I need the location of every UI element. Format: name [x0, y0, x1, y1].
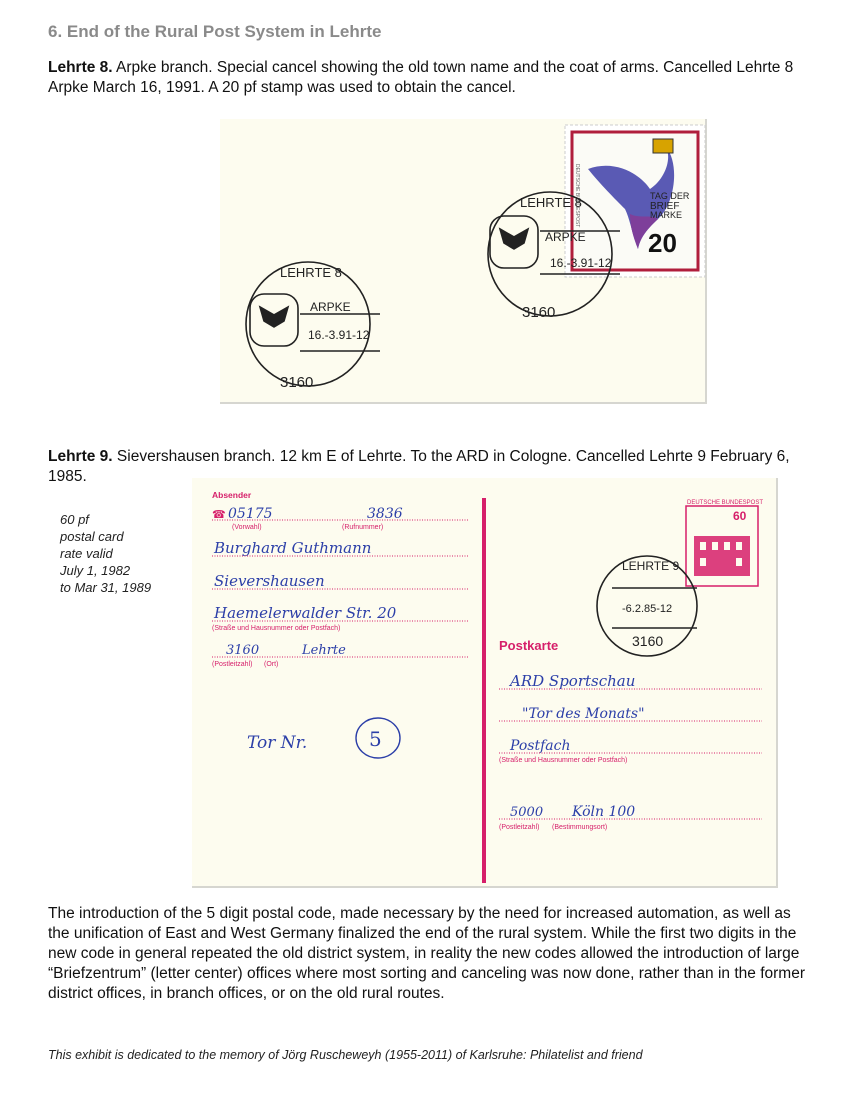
- postkarte-label: Postkarte: [499, 638, 559, 653]
- recipient-city: Köln 100: [572, 804, 636, 820]
- sender-town: Sievershausen: [214, 572, 325, 590]
- section2-lead: Lehrte 9.: [48, 448, 113, 465]
- plz-label: (Postleitzahl): [212, 661, 253, 668]
- cancel-on-cover: [246, 262, 380, 386]
- stamp-tag-der-briefmarke: [565, 125, 705, 277]
- side-note-line: to Mar 31, 1989: [60, 580, 152, 595]
- stamp-text-1: TAG DER: [650, 191, 690, 201]
- recipient-plz: 5000: [510, 805, 544, 820]
- card-cancel-date: -6.2.85-12: [622, 603, 673, 615]
- page-title: 6. End of the Rural Post System in Lehrte: [48, 22, 382, 41]
- recipient-city-label: (Bestimmungsort): [552, 824, 608, 831]
- recipient-plz-label: (Postleitzahl): [499, 824, 540, 831]
- side-note-line: July 1, 1982: [60, 563, 131, 578]
- ort-label: (Ort): [264, 661, 279, 668]
- sender-vorwahl: 05175: [228, 506, 273, 522]
- card-divider: [482, 498, 486, 883]
- cancel2-place: ARPKE: [310, 300, 351, 314]
- section1-paragraph: [48, 58, 808, 98]
- section1-lead: Lehrte 8.: [48, 59, 113, 76]
- card-cancel-top: LEHRTE 9: [622, 559, 680, 573]
- rufnummer-label: (Rufnummer): [342, 524, 384, 531]
- postcard: [192, 478, 778, 888]
- absender-label: Absender: [212, 490, 252, 500]
- side-note-line: 60 pf: [60, 512, 89, 527]
- cancel2-top: LEHRTE 8: [280, 265, 342, 280]
- recipient-line-2: "Tor des Monats": [522, 706, 645, 722]
- vorwahl-label: (Vorwahl): [232, 524, 262, 531]
- imprinted-stamp: [686, 500, 763, 586]
- note-handwritten: Tor Nr.: [247, 733, 308, 753]
- stamp-text-3: MARKE: [650, 210, 683, 220]
- cancel1-top: LEHRTE 8: [520, 195, 582, 210]
- stamp-text-2: BRIEF: [650, 201, 680, 212]
- stamp-value: 60: [733, 509, 747, 523]
- stamp-value: 20: [648, 228, 677, 258]
- recipient-line-3: Postfach: [510, 738, 571, 754]
- cancel2-code: 3160: [280, 374, 314, 391]
- section2-text: Sievershausen branch. 12 km E of Lehrte. To the ARD in Cologne. Cancelled Lehrte 9 February 6, 1985.: [48, 448, 790, 485]
- recipient-line-1: ARD Sportschau: [510, 672, 636, 690]
- cover-arpke: [220, 119, 707, 404]
- stamp-side-text: DEUTSCHE BUNDESPOST: [574, 164, 580, 228]
- section1-text: Arpke branch. Special cancel showing the old town name and the coat of arms. Cancelled Lehrte 8 Arpke March 16, 1991. A 20 pf stamp was used to obtain the cancel.: [48, 59, 794, 96]
- card-cancel-code: 3160: [632, 633, 664, 649]
- sender-street: Haemelerwalder Str. 20: [214, 604, 397, 622]
- sender-ort: Lehrte: [302, 643, 346, 658]
- side-note-line: postal card: [60, 529, 124, 544]
- cancel1-place: ARPKE: [545, 230, 586, 244]
- sender-plz: 3160: [226, 643, 260, 658]
- cancel1-code: 3160: [522, 304, 556, 321]
- conclusion-paragraph: The introduction of the 5 digit postal code, made necessary by the need for increased automation, as well as the unification of East and West Germany finalized the end of the rural system. While the first two digits in the new code in general repeated the old district system, in reality the new codes allowed the introduction of large “Briefzentrum” (letter center) offices where most sorting and canceling was now done, rather than in the former district offices, in branch offices, or on the old rural routes.: [48, 905, 805, 1002]
- recipient-street-label: (Straße und Hausnummer oder Postfach): [499, 757, 628, 764]
- sender-name: Burghard Guthmann: [214, 539, 372, 557]
- stamp-issuer: DEUTSCHE BUNDESPOST: [687, 500, 764, 506]
- dedication-footer: This exhibit is dedicated to the memory of Jörg Ruscheweyh (1955-2011) of Karlsruhe: Philatelist and friend: [48, 1048, 643, 1062]
- side-note-line: rate valid: [60, 546, 113, 561]
- cancel2-date: 16.-3.91-12: [308, 328, 370, 342]
- cancel1-date: 16.-3.91-12: [550, 256, 612, 270]
- sender-rufnummer: 3836: [367, 506, 403, 522]
- phone-icon: ☎: [212, 509, 226, 521]
- note-number: 5: [369, 727, 382, 751]
- street-label: (Straße und Hausnummer oder Postfach): [212, 625, 341, 632]
- side-note: [60, 511, 151, 596]
